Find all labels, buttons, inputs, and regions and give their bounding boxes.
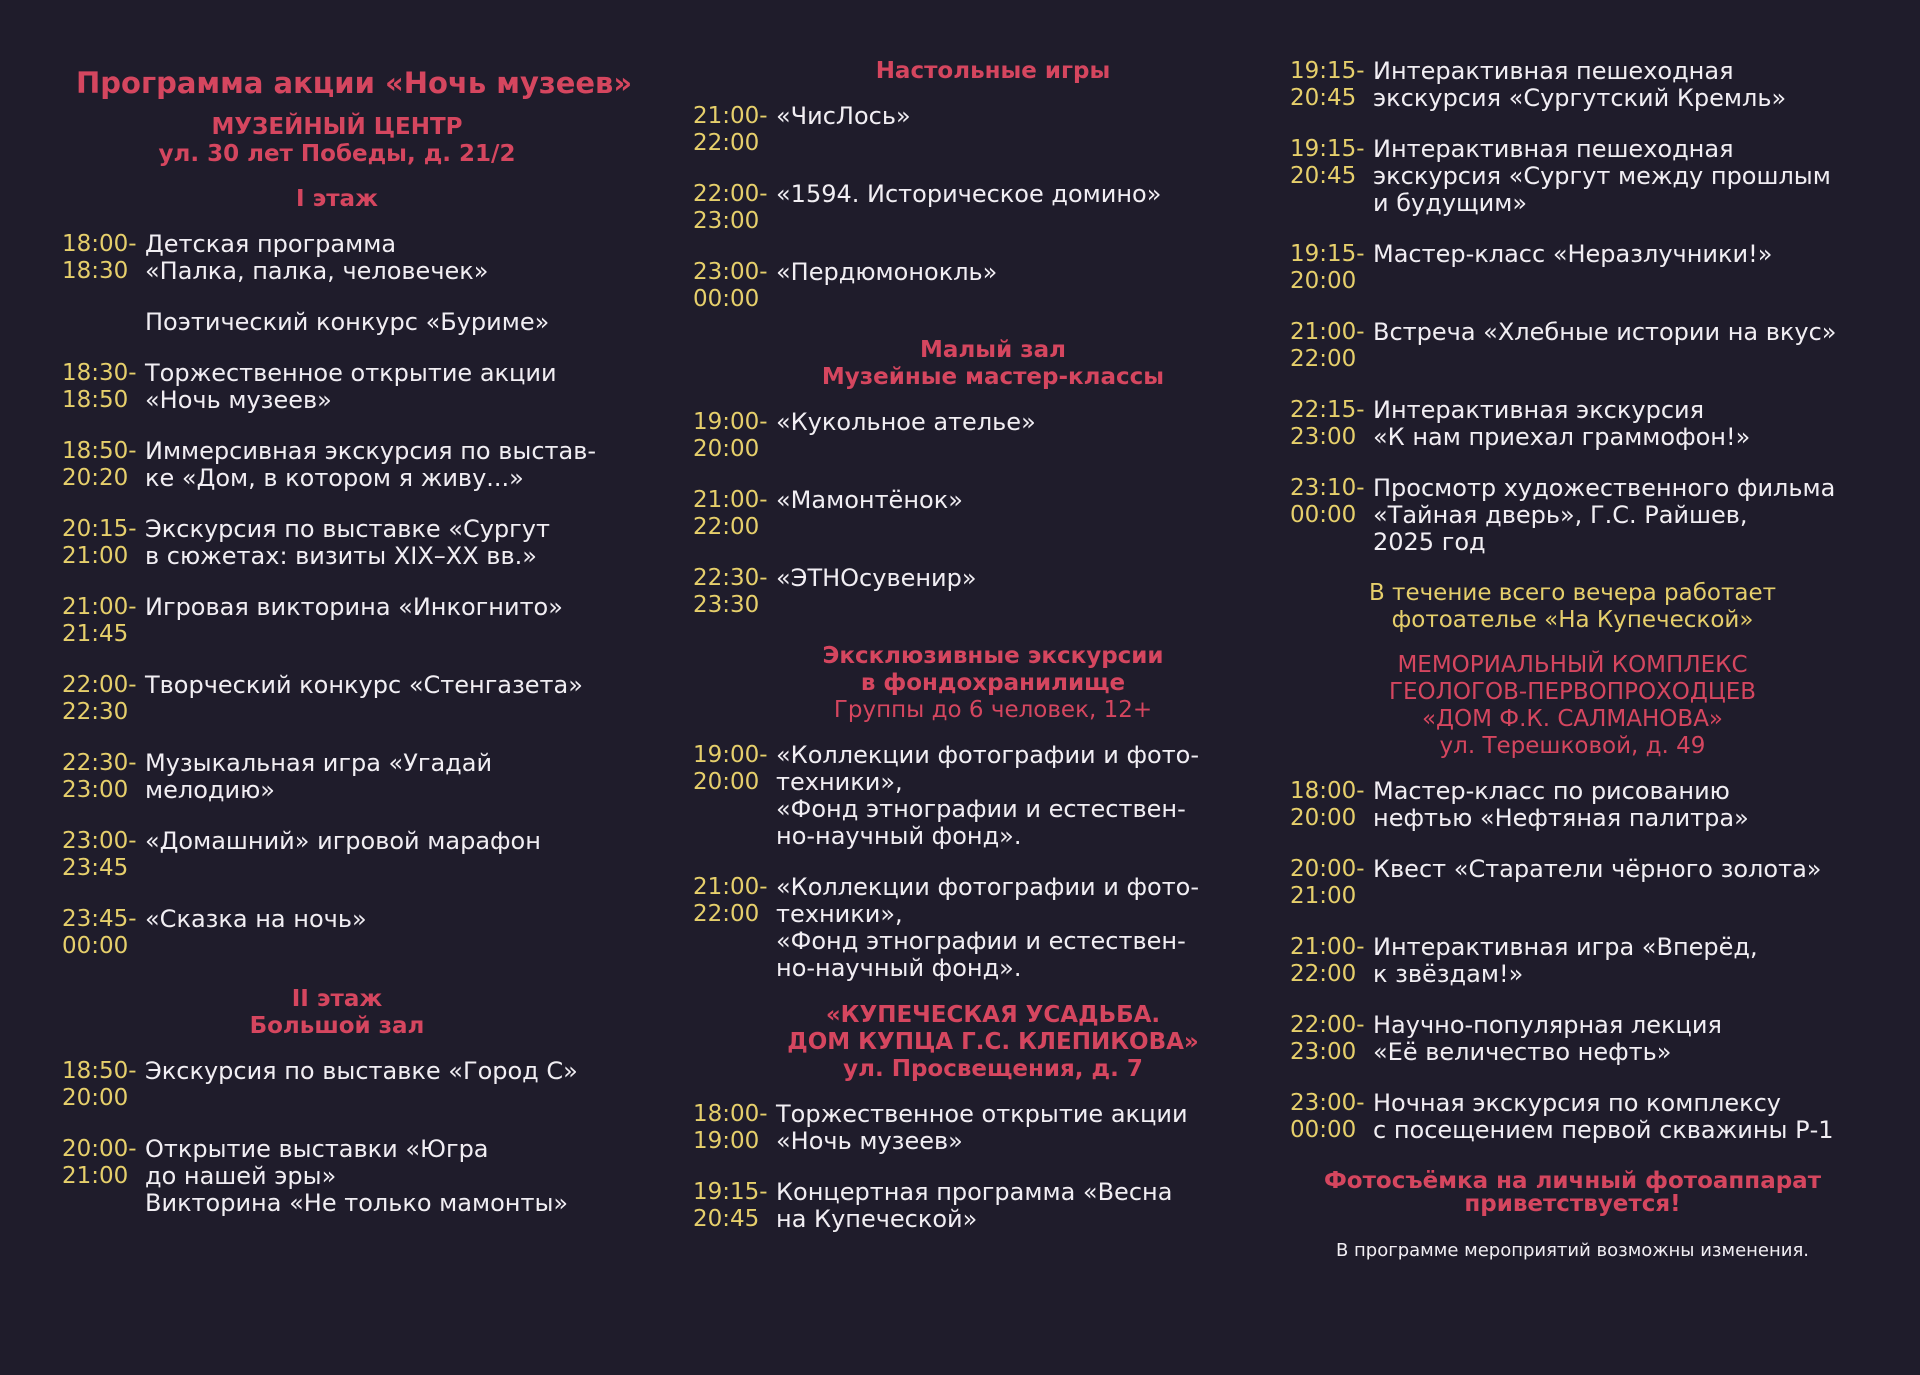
event-start-time: 23:00- [1290,1090,1365,1116]
event-item [1290,319,1875,373]
photo-allowed-note [1270,1170,1875,1216]
event-description-line: Научно-популярная лекция [1373,1011,1722,1039]
event-description [1373,319,1875,346]
venue3-line-2: ГЕОЛОГОВ-ПЕРВОПРОХОДЦЕВ [1388,679,1757,705]
event-description [145,828,622,855]
event-description-line: «1594. Историческое домино» [776,180,1162,208]
event-time [62,672,145,726]
event-description [1373,397,1875,451]
event-time [1290,241,1373,295]
masterclasses-label: Музейные мастер-классы [821,364,1165,390]
event-description-line: «Сказка на ночь» [145,905,367,933]
event-item [693,1179,1253,1233]
event-start-time: 21:00- [1290,934,1365,960]
event-end-time: 22:00 [1290,346,1357,372]
event-time [693,1179,776,1233]
event-item [62,906,622,960]
event-start-time: 19:00- [693,409,768,435]
event-description-line: Интерактивная пешеходная [1373,57,1734,85]
event-description-line: «К нам приехал граммофон!» [1373,423,1751,451]
event-description-line: Интерактивная игра «Вперёд, [1373,933,1758,961]
event-item [1290,1090,1875,1144]
event-description [145,750,622,804]
event-description-line: но-научный фонд». [776,954,1022,982]
event-item [693,874,1253,982]
event-start-time: 20:00- [1290,856,1365,882]
event-description-line: с посещением первой скважины Р-1 [1373,1116,1834,1144]
event-description-line: «Палка, палка, человечек» [145,257,489,285]
event-description-line: Ночная экскурсия по комплексу [1373,1089,1782,1117]
event-description-line: «Коллекции фотографии и фото- [776,873,1200,901]
event-end-time: 21:00 [62,1163,129,1189]
event-description-line: нефтью «Нефтяная палитра» [1373,804,1749,832]
event-time [693,409,776,463]
venue-klepikov [733,1002,1253,1083]
event-time [62,231,145,285]
event-item [62,828,622,882]
event-start-time: 18:00- [62,231,137,257]
venue-address: ул. 30 лет Победы, д. 21/2 [158,141,516,167]
event-description-line: экскурсия «Сургут между прошлым [1373,162,1831,190]
exclusive-line-2: в фондохранилище [860,670,1126,696]
event-item [62,231,622,285]
event-description-line: Детская программа [145,230,397,258]
event-start-time: 23:00- [62,828,137,854]
event-description [145,516,622,570]
event-description-line: Музыкальная игра «Угадай [145,749,493,777]
event-description-line: к звёздам!» [1373,960,1524,988]
event-start-time: 18:00- [1290,778,1365,804]
event-start-time: 23:00- [693,259,768,285]
event-description-line: «Её величество нефть» [1373,1038,1672,1066]
photo-allowed-line-1: Фотосъёмка на личный фотоаппарат [1323,1168,1822,1194]
event-description-line: «Ночь музеев» [776,1127,963,1155]
venue-name: МУЗЕЙНЫЙ ЦЕНТР [211,114,463,140]
event-item [62,1136,622,1217]
event-description-line: «ЭТНОсувенир» [776,564,977,592]
event-item [62,594,622,648]
floor-1-heading: I этаж [296,186,378,212]
event-end-time: 20:45 [693,1206,760,1232]
event-description-line: «ЧисЛось» [776,102,911,130]
event-description-line: Встреча «Хлебные истории на вкус» [1373,318,1837,346]
venue-salmanov [1270,652,1875,760]
event-start-time: 20:15- [62,516,137,542]
event-description-line: «Пердюмонокль» [776,258,998,286]
event-end-time: 20:45 [1290,85,1357,111]
event-description-line: Торжественное открытие акции [776,1100,1188,1128]
event-item [693,103,1253,157]
event-start-time: 22:00- [1290,1012,1365,1038]
event-time [62,594,145,648]
event-end-time: 21:45 [62,621,129,647]
floor-2-label: II этаж [291,986,383,1012]
event-end-time: 22:30 [62,699,129,725]
event-start-time: 22:00- [62,672,137,698]
event-end-time: 21:00 [1290,883,1357,909]
event-start-time: 18:50- [62,1058,137,1084]
event-description-line: мелодию» [145,776,275,804]
event-item [62,360,622,414]
board-games-events [693,103,1253,313]
event-description-line: Игровая викторина «Инкогнито» [145,593,563,621]
event-item [1290,58,1875,112]
event-description-line: «Коллекции фотографии и фото- [776,741,1200,769]
event-description-line: «Ночь музеев» [145,386,332,414]
event-time [1290,856,1373,910]
photo-line-2: фотоателье «На Купеческой» [1391,607,1754,633]
event-time [693,1101,776,1155]
event-end-time: 22:00 [693,901,760,927]
event-description [145,231,622,285]
event-description-line: на Купеческой» [776,1205,978,1233]
masterclass-events [693,409,1253,619]
event-description-line: «Мамонтёнок» [776,486,963,514]
event-time [693,874,776,928]
event-start-time: 18:50- [62,438,137,464]
event-description [1373,778,1875,832]
event-item [1290,475,1875,556]
klepikov-events [693,1101,1253,1233]
event-time [1290,397,1373,451]
event-item [62,750,622,804]
event-start-time: 21:00- [693,487,768,513]
event-end-time: 20:00 [693,436,760,462]
event-description [776,487,1253,514]
event-start-time: 21:00- [693,103,768,129]
event-description-line: техники», [776,900,903,928]
venue2-line-2: ДОМ КУПЦА Г.С. КЛЕПИКОВА» [787,1029,1199,1055]
event-end-time: 20:00 [62,1085,129,1111]
event-description-line: Просмотр художественного фильма [1373,474,1836,502]
event-item [693,181,1253,235]
event-item [1290,1012,1875,1066]
event-item [693,409,1253,463]
event-start-time: 22:00- [693,181,768,207]
event-end-time: 21:00 [62,543,129,569]
event-end-time: 22:00 [693,130,760,156]
event-time [1290,319,1373,373]
venue3-line-1: МЕМОРИАЛЬНЫЙ КОМПЛЕКС [1397,652,1748,678]
event-item [62,309,622,336]
event-end-time: 18:30 [62,258,129,284]
event-time [1290,58,1373,112]
event-start-time: 21:00- [1290,319,1365,345]
event-description [1373,475,1875,556]
event-description [1373,1090,1875,1144]
event-time [693,487,776,541]
column-1 [62,62,633,1217]
event-start-time: 21:00- [693,874,768,900]
column-3 [1290,58,1875,1261]
event-end-time: 20:20 [62,465,129,491]
event-start-time: 23:10- [1290,475,1365,501]
event-description [1373,241,1875,268]
salmanov-events [1290,778,1875,1144]
event-time [1290,1090,1373,1144]
event-time [62,750,145,804]
event-description [776,1179,1253,1233]
event-start-time: 19:00- [693,742,768,768]
event-description-line: и будущим» [1373,189,1528,217]
event-description [145,1058,622,1085]
event-description-line: 2025 год [1373,528,1486,556]
venue2-line-1: «КУПЕЧЕСКАЯ УСАДЬБА. [825,1002,1161,1028]
event-description-line: Поэтический конкурс «Буриме» [145,308,550,336]
event-description-line: Экскурсия по выставке «Сургут [145,515,550,543]
event-description-line: ке «Дом, в котором я живу...» [145,464,524,492]
event-end-time: 23:00 [62,777,129,803]
event-description-line: Концертная программа «Весна [776,1178,1173,1206]
event-description [776,259,1253,286]
event-time [1290,934,1373,988]
small-hall-heading [733,337,1253,391]
event-description-line: «Кукольное ателье» [776,408,1036,436]
event-description-line: Открытие выставки «Югра [145,1135,489,1163]
venue3-address: ул. Терешковой, д. 49 [1439,733,1706,759]
event-start-time: 22:30- [62,750,137,776]
event-start-time: 19:15- [1290,241,1365,267]
event-item [693,742,1253,850]
event-description [776,181,1253,208]
event-end-time: 22:00 [1290,961,1357,987]
photo-allowed-line-2: приветствуется! [1464,1191,1681,1217]
event-time [1290,778,1373,832]
event-item [1290,241,1875,295]
event-start-time: 19:15- [1290,58,1365,84]
exclusive-heading [733,643,1253,724]
floor-2-heading [52,986,622,1040]
event-description [776,1101,1253,1155]
board-games-heading: Настольные игры [875,58,1111,84]
big-hall-label: Большой зал [249,1013,425,1039]
event-item [62,672,622,726]
event-description-line: Иммерсивная экскурсия по выстав- [145,437,597,465]
event-item [1290,856,1875,910]
event-start-time: 22:15- [1290,397,1365,423]
floor-1-events [62,231,622,960]
event-description-line: «Домашний» игровой марафон [145,827,541,855]
event-end-time: 20:45 [1290,163,1357,189]
venue3-line-3: «ДОМ Ф.К. САЛМАНОВА» [1421,706,1723,732]
event-time [1290,1012,1373,1066]
event-start-time: 18:30- [62,360,137,386]
event-description-line: Мастер-класс по рисованию [1373,777,1730,805]
event-end-time: 19:00 [693,1128,760,1154]
event-description-line: в сюжетах: визиты XIX–XX вв.» [145,542,537,570]
event-time [693,103,776,157]
event-description-line: Викторина «Не только мамонты» [145,1189,569,1217]
event-description [145,672,622,699]
event-time [1290,475,1373,529]
event-start-time: 19:15- [1290,136,1365,162]
event-time [693,181,776,235]
column-2 [693,58,1253,1233]
event-time [693,565,776,619]
event-start-time: 23:45- [62,906,137,932]
event-time [1290,136,1373,190]
event-item [1290,778,1875,832]
venue2-address: ул. Просвещения, д. 7 [843,1056,1143,1082]
event-time [62,1136,145,1190]
event-item [1290,397,1875,451]
event-end-time: 20:00 [693,769,760,795]
event-end-time: 18:50 [62,387,129,413]
event-time [693,742,776,796]
changes-disclaimer: В программе мероприятий возможны изменения. [1335,1240,1810,1261]
event-end-time: 00:00 [62,933,129,959]
event-description [145,438,622,492]
event-description [145,309,622,336]
event-start-time: 18:00- [693,1101,768,1127]
event-description [1373,136,1875,217]
event-description [1373,58,1875,112]
event-time [62,438,145,492]
event-end-time: 23:30 [693,592,760,618]
event-description-line: Творческий конкурс «Стенгазета» [145,671,583,699]
event-item [1290,136,1875,217]
event-time [62,906,145,960]
event-description-line: Торжественное открытие акции [145,359,557,387]
event-item [1290,934,1875,988]
photo-line-1: В течение всего вечера работает [1368,580,1777,606]
event-description [145,906,622,933]
event-item [693,259,1253,313]
event-description-line: но-научный фонд». [776,822,1022,850]
event-description-line: до нашей эры» [145,1162,337,1190]
event-time [62,516,145,570]
event-end-time: 20:00 [1290,805,1357,831]
event-end-time: 23:00 [693,208,760,234]
col3-events-1 [1290,58,1875,556]
event-description-line: экскурсия «Сургутский Кремль» [1373,84,1787,112]
event-item [693,565,1253,619]
event-description [776,409,1253,436]
event-start-time: 19:15- [693,1179,768,1205]
event-description [776,103,1253,130]
exclusive-events [693,742,1253,982]
event-description-line: Экскурсия по выставке «Город С» [145,1057,578,1085]
event-end-time: 23:00 [1290,1039,1357,1065]
page-title: Программа акции «Ночь музеев» [76,66,633,100]
event-description-line: техники», [776,768,903,796]
event-end-time: 23:00 [1290,424,1357,450]
event-description-line: «Тайная дверь», Г.С. Райшев, [1373,501,1748,529]
event-item [62,1058,622,1112]
event-description [145,594,622,621]
event-description-line: Интерактивная пешеходная [1373,135,1734,163]
event-description [776,742,1253,850]
event-time [693,259,776,313]
exclusive-line-1: Эксклюзивные экскурсии [822,643,1164,669]
event-description [776,565,1253,592]
exclusive-line-3: Группы до 6 человек, 12+ [833,697,1153,723]
event-description [1373,934,1875,988]
event-end-time: 20:00 [1290,268,1357,294]
venue-museum-center [52,114,622,168]
event-end-time: 00:00 [1290,1117,1357,1143]
event-time [62,828,145,882]
event-item [693,1101,1253,1155]
event-item [62,438,622,492]
event-description-line: «Фонд этнографии и естествен- [776,795,1186,823]
event-end-time: 23:45 [62,855,129,881]
event-item [62,516,622,570]
event-description [145,1136,622,1217]
event-start-time: 20:00- [62,1136,137,1162]
event-item [693,487,1253,541]
event-description-line: Мастер-класс «Неразлучники!» [1373,240,1773,268]
floor-2-events [62,1058,622,1217]
event-time [62,1058,145,1112]
event-description [776,874,1253,982]
event-description [145,360,622,414]
event-description [1373,1012,1875,1066]
small-hall-label: Малый зал [920,337,1066,363]
event-description-line: «Фонд этнографии и естествен- [776,927,1186,955]
event-start-time: 21:00- [62,594,137,620]
event-description-line: Квест «Старатели чёрного золота» [1373,855,1822,883]
event-end-time: 00:00 [693,286,760,312]
event-description [1373,856,1875,883]
event-time [62,360,145,414]
event-end-time: 22:00 [693,514,760,540]
photo-studio-note [1270,580,1875,634]
event-start-time: 22:30- [693,565,768,591]
event-end-time: 00:00 [1290,502,1357,528]
event-description-line: Интерактивная экскурсия [1373,396,1705,424]
